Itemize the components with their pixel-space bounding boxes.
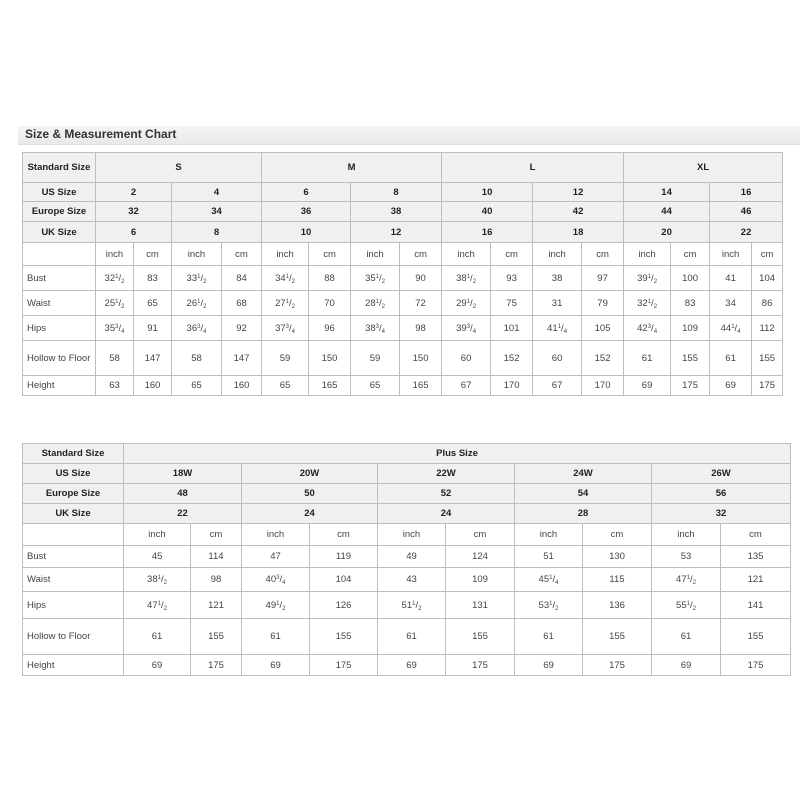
unit-inch-label: inch: [652, 524, 721, 546]
size-value: 44: [624, 202, 710, 222]
size-value: 38: [351, 202, 442, 222]
unit-cm-label: cm: [400, 243, 442, 266]
unit-cm-label: cm: [134, 243, 172, 266]
measurement-value: 53: [652, 546, 721, 568]
measurement-value: 61: [515, 619, 583, 655]
unit-inch-label: inch: [172, 243, 222, 266]
measurement-value: 150: [309, 341, 351, 376]
measurement-value: 83: [671, 291, 710, 316]
measurement-value: 124: [446, 546, 515, 568]
measurement-value: 69: [124, 655, 191, 676]
size-value: 32: [652, 504, 791, 524]
measurement-value: 147: [134, 341, 172, 376]
measurement-value: 170: [582, 376, 624, 396]
measurement-label: Waist: [23, 568, 124, 592]
size-group-header: M: [262, 153, 442, 183]
size-value: 20: [624, 222, 710, 243]
unit-inch-label: inch: [351, 243, 400, 266]
measurement-value: 75: [491, 291, 533, 316]
measurement-value: 59: [262, 341, 309, 376]
measurement-row: [23, 316, 783, 341]
measurement-value: [442, 266, 491, 291]
fraction-value: $28^1/_2$: [365, 297, 385, 310]
size-value: 28: [515, 504, 652, 524]
size-row-label: UK Size: [23, 222, 96, 243]
unit-inch-label: inch: [710, 243, 752, 266]
fraction-value: $51^1/_2$: [401, 599, 422, 612]
size-value: 22: [710, 222, 783, 243]
measurement-label: Bust: [23, 266, 96, 291]
measurement-value: 126: [310, 592, 378, 619]
measurement-value: [515, 592, 583, 619]
measurement-value: [624, 266, 671, 291]
measurement-value: 100: [671, 266, 710, 291]
size-value: 2: [96, 183, 172, 202]
measurement-row: [23, 376, 783, 396]
measurement-value: 86: [752, 291, 783, 316]
unit-row: [23, 524, 791, 546]
size-value: 24: [242, 504, 378, 524]
measurement-value: 150: [400, 341, 442, 376]
measurement-value: [533, 316, 582, 341]
unit-inch-label: inch: [624, 243, 671, 266]
measurement-value: 109: [446, 568, 515, 592]
fraction-value: $27^1/_2$: [275, 297, 295, 310]
measurement-value: 68: [222, 291, 262, 316]
measurement-value: [262, 266, 309, 291]
measurement-label: Hips: [23, 316, 96, 341]
fraction-value: $47^1/_2$: [147, 599, 167, 612]
size-value: 16: [442, 222, 533, 243]
measurement-value: 119: [310, 546, 378, 568]
measurement-row: [23, 592, 791, 619]
measurement-value: [351, 316, 400, 341]
fraction-value: $37^3/_4$: [275, 322, 295, 335]
size-value: 6: [96, 222, 172, 243]
measurement-value: 88: [309, 266, 351, 291]
size-value: 18: [533, 222, 624, 243]
measurement-value: [624, 291, 671, 316]
measurement-value: 104: [752, 266, 783, 291]
measurement-value: 65: [351, 376, 400, 396]
measurement-value: [442, 291, 491, 316]
size-row: [23, 464, 791, 484]
measurement-value: 31: [533, 291, 582, 316]
size-row: [23, 222, 783, 243]
fraction-value: $55^1/_2$: [676, 599, 696, 612]
measurement-value: 83: [134, 266, 172, 291]
fraction-value: $38^1/_2$: [147, 574, 167, 586]
measurement-value: [242, 568, 310, 592]
measurement-value: 58: [96, 341, 134, 376]
size-value: 12: [533, 183, 624, 202]
size-value: 56: [652, 484, 791, 504]
measurement-value: 47: [242, 546, 310, 568]
size-value: 16: [710, 183, 783, 202]
measurement-value: 69: [624, 376, 671, 396]
measurement-value: 67: [442, 376, 491, 396]
measurement-value: 141: [721, 592, 791, 619]
measurement-value: 79: [582, 291, 624, 316]
measurement-value: 69: [515, 655, 583, 676]
measurement-value: 175: [752, 376, 783, 396]
measurement-value: 131: [446, 592, 515, 619]
unit-cm-label: cm: [310, 524, 378, 546]
chart-title-bar: [18, 126, 800, 145]
measurement-value: 90: [400, 266, 442, 291]
plus-size-header: Plus Size: [124, 444, 791, 464]
group-header-row: [23, 444, 791, 464]
measurement-value: 59: [351, 341, 400, 376]
size-value: 8: [351, 183, 442, 202]
group-header-row: [23, 153, 783, 183]
unit-inch-label: inch: [262, 243, 309, 266]
measurement-value: 61: [624, 341, 671, 376]
fraction-value: $32^1/_2$: [637, 297, 658, 310]
measurement-value: 60: [533, 341, 582, 376]
measurement-value: 92: [222, 316, 262, 341]
measurement-value: 121: [721, 568, 791, 592]
measurement-value: 61: [242, 619, 310, 655]
fraction-value: $36^3/_4$: [186, 322, 207, 335]
measurement-value: [652, 592, 721, 619]
fraction-value: $29^1/_2$: [456, 297, 477, 310]
unit-cm-label: cm: [446, 524, 515, 546]
fraction-value: $33^1/_2$: [186, 272, 207, 285]
measurement-value: 51: [515, 546, 583, 568]
size-value: 36: [262, 202, 351, 222]
unit-inch-label: inch: [515, 524, 583, 546]
measurement-value: 65: [134, 291, 172, 316]
standard-size-table: [22, 152, 783, 396]
fraction-value: $49^1/_2$: [265, 599, 286, 612]
unit-inch-label: inch: [378, 524, 446, 546]
unit-cm-label: cm: [721, 524, 791, 546]
size-group-header: L: [442, 153, 624, 183]
measurement-value: 165: [309, 376, 351, 396]
unit-cm-label: cm: [582, 243, 624, 266]
size-row-label: Europe Size: [23, 484, 124, 504]
measurement-row: [23, 655, 791, 676]
measurement-value: 105: [582, 316, 624, 341]
size-row: [23, 504, 791, 524]
measurement-value: 155: [752, 341, 783, 376]
measurement-label: Height: [23, 655, 124, 676]
fraction-value: $40^3/_4$: [265, 574, 286, 586]
empty-cell: [23, 524, 124, 546]
measurement-value: 175: [583, 655, 652, 676]
measurement-value: 61: [652, 619, 721, 655]
measurement-value: 170: [491, 376, 533, 396]
size-row: [23, 183, 783, 202]
measurement-value: 175: [191, 655, 242, 676]
unit-cm-label: cm: [491, 243, 533, 266]
unit-inch-label: inch: [96, 243, 134, 266]
measurement-value: 91: [134, 316, 172, 341]
unit-row: [23, 243, 783, 266]
measurement-value: 60: [442, 341, 491, 376]
size-value: 22W: [378, 464, 515, 484]
measurement-value: 61: [378, 619, 446, 655]
measurement-value: 65: [262, 376, 309, 396]
measurement-value: 43: [378, 568, 446, 592]
measurement-value: 45: [124, 546, 191, 568]
measurement-value: 160: [222, 376, 262, 396]
measurement-value: [172, 266, 222, 291]
unit-cm-label: cm: [222, 243, 262, 266]
fraction-value: $34^1/_2$: [275, 272, 295, 285]
measurement-value: 152: [582, 341, 624, 376]
plus-size-table: [22, 443, 791, 676]
measurement-value: 41: [710, 266, 752, 291]
measurement-value: 98: [400, 316, 442, 341]
measurement-value: 96: [309, 316, 351, 341]
unit-cm-label: cm: [309, 243, 351, 266]
measurement-value: 104: [310, 568, 378, 592]
measurement-value: [124, 568, 191, 592]
size-group-header: S: [96, 153, 262, 183]
fraction-value: $38^3/_4$: [365, 322, 385, 335]
unit-cm-label: cm: [191, 524, 242, 546]
measurement-label: Height: [23, 376, 96, 396]
size-value: 48: [124, 484, 242, 504]
measurement-value: [96, 316, 134, 341]
fraction-value: $42^3/_4$: [637, 322, 658, 335]
size-row-label: UK Size: [23, 504, 124, 524]
measurement-value: [262, 316, 309, 341]
measurement-value: 97: [582, 266, 624, 291]
fraction-value: $35^1/_2$: [365, 272, 385, 285]
size-value: 6: [262, 183, 351, 202]
measurement-value: [515, 568, 583, 592]
fraction-value: $26^1/_2$: [186, 297, 207, 310]
measurement-value: 69: [378, 655, 446, 676]
size-value: 24: [378, 504, 515, 524]
standard-size-header: Standard Size: [23, 444, 124, 464]
measurement-value: 114: [191, 546, 242, 568]
measurement-value: 65: [172, 376, 222, 396]
measurement-value: 160: [134, 376, 172, 396]
measurement-value: 70: [309, 291, 351, 316]
measurement-value: [124, 592, 191, 619]
fraction-value: $47^1/_2$: [676, 574, 696, 586]
measurement-value: 67: [533, 376, 582, 396]
measurement-row: [23, 546, 791, 568]
measurement-value: 175: [671, 376, 710, 396]
measurement-value: 34: [710, 291, 752, 316]
measurement-value: 121: [191, 592, 242, 619]
measurement-value: 155: [446, 619, 515, 655]
fraction-value: $39^3/_4$: [456, 322, 477, 335]
fraction-value: $45^1/_4$: [538, 574, 559, 586]
measurement-row: [23, 341, 783, 376]
measurement-value: 155: [583, 619, 652, 655]
measurement-value: [351, 291, 400, 316]
measurement-value: 63: [96, 376, 134, 396]
measurement-value: 98: [191, 568, 242, 592]
size-value: 12: [351, 222, 442, 243]
measurement-value: 115: [583, 568, 652, 592]
measurement-value: 147: [222, 341, 262, 376]
size-value: 50: [242, 484, 378, 504]
measurement-row: [23, 266, 783, 291]
measurement-label: Bust: [23, 546, 124, 568]
size-value: 8: [172, 222, 262, 243]
unit-inch-label: inch: [124, 524, 191, 546]
size-value: 40: [442, 202, 533, 222]
size-value: 4: [172, 183, 262, 202]
measurement-value: 175: [721, 655, 791, 676]
measurement-label: Hollow to Floor: [23, 341, 96, 376]
measurement-value: 112: [752, 316, 783, 341]
measurement-value: [242, 592, 310, 619]
size-value: 10: [262, 222, 351, 243]
measurement-value: 109: [671, 316, 710, 341]
size-row-label: US Size: [23, 183, 96, 202]
size-value: 26W: [652, 464, 791, 484]
size-row: [23, 484, 791, 504]
size-value: 22: [124, 504, 242, 524]
measurement-value: [172, 316, 222, 341]
measurement-value: [96, 291, 134, 316]
measurement-value: 175: [310, 655, 378, 676]
size-row-label: Europe Size: [23, 202, 96, 222]
unit-cm-label: cm: [752, 243, 783, 266]
measurement-value: 61: [124, 619, 191, 655]
size-row-label: US Size: [23, 464, 124, 484]
fraction-value: $32^1/_2$: [104, 272, 125, 285]
size-value: 10: [442, 183, 533, 202]
size-value: 34: [172, 202, 262, 222]
measurement-label: Hollow to Floor: [23, 619, 124, 655]
measurement-row: [23, 291, 783, 316]
measurement-label: Waist: [23, 291, 96, 316]
size-value: 14: [624, 183, 710, 202]
unit-inch-label: inch: [442, 243, 491, 266]
measurement-value: 130: [583, 546, 652, 568]
fraction-value: $41^1/_4$: [547, 322, 568, 335]
size-value: 54: [515, 484, 652, 504]
measurement-value: [351, 266, 400, 291]
measurement-value: [442, 316, 491, 341]
measurement-value: [262, 291, 309, 316]
measurement-value: [624, 316, 671, 341]
measurement-value: 49: [378, 546, 446, 568]
measurement-value: 175: [446, 655, 515, 676]
measurement-value: 69: [652, 655, 721, 676]
measurement-value: 155: [671, 341, 710, 376]
measurement-value: 101: [491, 316, 533, 341]
unit-cm-label: cm: [583, 524, 652, 546]
fraction-value: $39^1/_2$: [637, 272, 658, 285]
size-value: 18W: [124, 464, 242, 484]
measurement-value: [710, 316, 752, 341]
size-value: 32: [96, 202, 172, 222]
size-value: 24W: [515, 464, 652, 484]
measurement-value: 155: [191, 619, 242, 655]
chart-title: Size & Measurement Chart: [25, 127, 177, 141]
unit-inch-label: inch: [242, 524, 310, 546]
measurement-value: 165: [400, 376, 442, 396]
measurement-value: 69: [710, 376, 752, 396]
fraction-value: $53^1/_2$: [538, 599, 559, 612]
measurement-value: 61: [710, 341, 752, 376]
fraction-value: $44^1/_4$: [720, 322, 741, 335]
size-value: 42: [533, 202, 624, 222]
measurement-value: 135: [721, 546, 791, 568]
size-row: [23, 202, 783, 222]
size-value: 46: [710, 202, 783, 222]
measurement-value: 152: [491, 341, 533, 376]
measurement-value: 69: [242, 655, 310, 676]
measurement-row: [23, 568, 791, 592]
measurement-value: [96, 266, 134, 291]
size-group-header: XL: [624, 153, 783, 183]
measurement-value: [172, 291, 222, 316]
measurement-value: 155: [721, 619, 791, 655]
measurement-label: Hips: [23, 592, 124, 619]
fraction-value: $38^1/_2$: [456, 272, 477, 285]
standard-size-header: Standard Size: [23, 153, 96, 183]
measurement-value: 38: [533, 266, 582, 291]
measurement-value: [652, 568, 721, 592]
size-value: 20W: [242, 464, 378, 484]
unit-inch-label: inch: [533, 243, 582, 266]
measurement-value: 72: [400, 291, 442, 316]
measurement-value: 155: [310, 619, 378, 655]
measurement-value: 84: [222, 266, 262, 291]
measurement-value: 93: [491, 266, 533, 291]
fraction-value: $25^1/_2$: [104, 297, 125, 310]
unit-cm-label: cm: [671, 243, 710, 266]
fraction-value: $35^3/_4$: [104, 322, 125, 335]
empty-cell: [23, 243, 96, 266]
measurement-value: [378, 592, 446, 619]
measurement-value: 136: [583, 592, 652, 619]
size-value: 52: [378, 484, 515, 504]
measurement-row: [23, 619, 791, 655]
measurement-value: 58: [172, 341, 222, 376]
